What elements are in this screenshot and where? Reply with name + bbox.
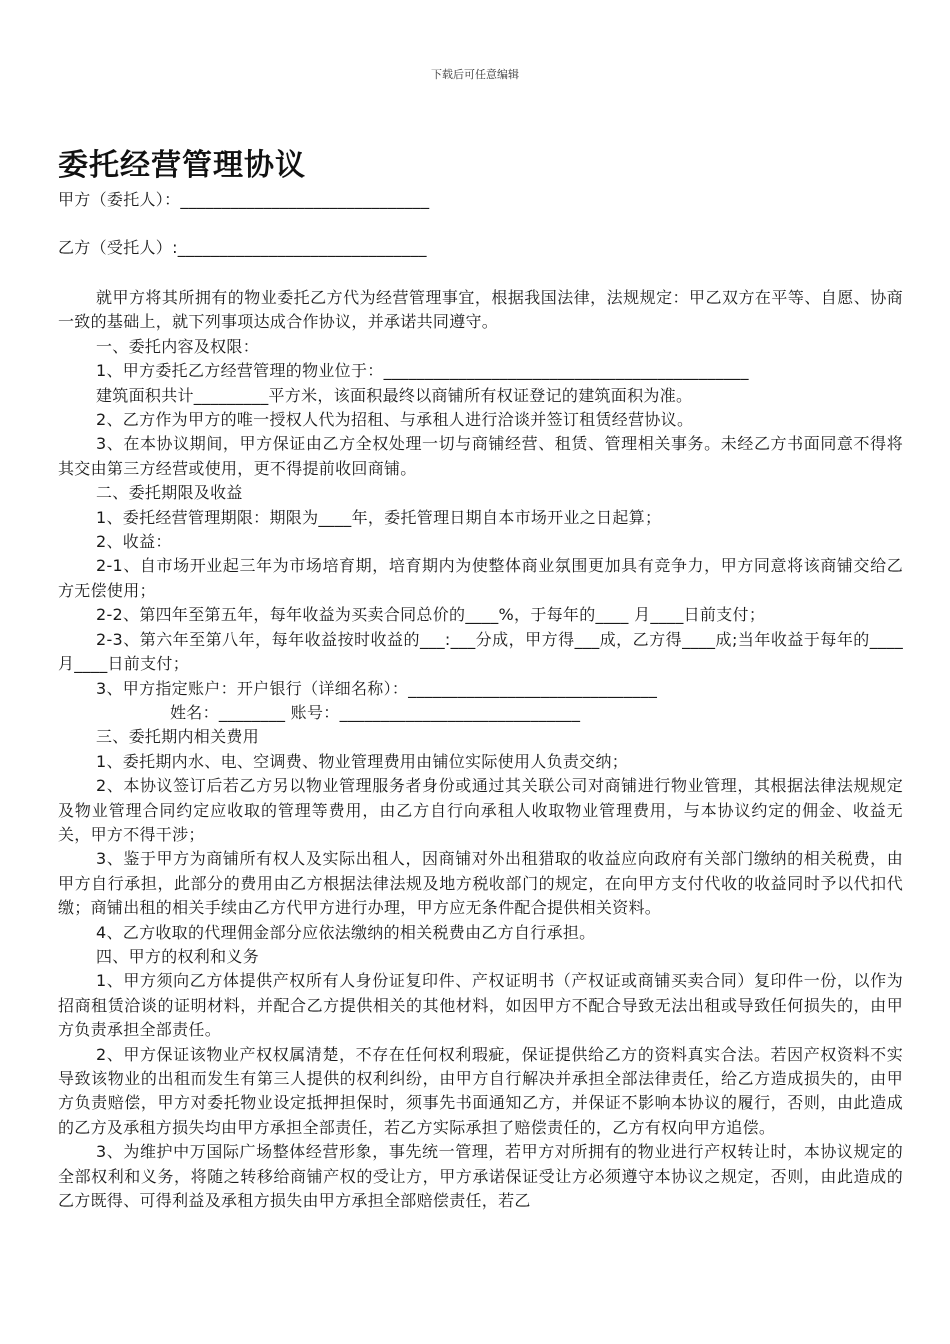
section-3-heading: 三、委托期内相关费用 [96,727,260,747]
header-note: 下载后可任意编辑 [431,68,519,81]
clause-3-4: 4、乙方收取的代理佣金部分应依法缴纳的相关税费由乙方自行承担。 [96,922,596,942]
agreement-body [58,286,903,1213]
section-4-heading: 四、甲方的权利和义务 [96,946,260,966]
clause-3-3: 3、鉴于甲方为商铺所有权人及实际出租人，因商铺对外出租猎取的收益应向政府有关部门缴纳的相关税费，由甲方自行承担，此部分的费用由乙方根据法律法规及地方税收部门的规定，在向甲方支付代收的收益同时予以代扣代缴；商铺出租的相关手续由乙方代甲方进行办理，甲方应无条件配合提供相关资料。 [58,849,903,918]
clause-2-3: 3、甲方指定账户：开户银行（详细名称）：______________________________ [96,678,658,698]
clause-2-2-2: 2-2、第四年至第五年，每年收益为买卖合同总价的____%，于每年的____ 月____日前支付； [96,605,766,625]
clause-3-1: 1、委托期内水、电、空调费、物业管理费用由铺位实际使用人负责交纳； [96,751,629,771]
clause-1-1-area: 建筑面积共计_________平方米，该面积最终以商铺所有权证登记的建筑面积为准。 [96,385,693,405]
clause-1-1: 1、甲方委托乙方经营管理的物业位于：____________________________________________ [96,361,749,381]
section-1-heading: 一、委托内容及权限： [96,336,260,356]
clause-1-2: 2、乙方作为甲方的唯一授权人代为招租、与承租人进行洽谈并签订租赁经营协议。 [96,410,694,430]
intro-paragraph: 就甲方将其所拥有的物业委托乙方代为经营管理事宜，根据我国法律，法规规定：甲乙双方在平等、自愿、协商一致的基础上，就下列事项达成合作协议，并承诺共同遵守。 [58,288,903,332]
clause-4-3: 3、为维护中万国际广场整体经营形象，事先统一管理，若甲方对所拥有的物业进行产权转让时，本协议规定的全部权利和义务，将随之转移给商铺产权的受让方，甲方承诺保证受让方必须遵守本协议之规定，否则，由此造成的乙方既得、可得利益及承租方损失由甲方承担全部赔偿责任，若乙 [58,1142,903,1211]
clause-2-2-1: 2-1、自市场开业起三年为市场培育期，培育期内为使整体商业氛围更加具有竞争力，甲方同意将该商铺交给乙方无偿使用； [58,556,903,600]
party-a-line: 甲方（委托人）：______________________________ [58,190,430,209]
clause-2-2-3: 2-3、第六年至第八年，每年收益按时收益的___:___分成，甲方得___成，乙方得____成;当年收益于每年的____ 月____日前支付； [58,629,903,674]
section-2-heading: 二、委托期限及收益 [96,483,243,503]
clause-2-1: 1、委托经营管理期限：期限为____年，委托管理日期自本市场开业之日起算； [96,507,662,527]
clause-1-3: 3、在本协议期间，甲方保证由乙方全权处理一切与商铺经营、租赁、管理相关事务。未经乙方书面同意不得将其交由第三方经营或使用，更不得提前收回商铺。 [58,434,903,478]
party-b-line: 乙方（受托人）:______________________________ [58,238,427,257]
document-title: 委托经营管理协议 [58,148,306,183]
clause-3-2: 2、本协议签订后若乙方另以物业管理服务者身份或通过其关联公司对商铺进行物业管理，其根据法律法规规定及物业管理合同约定应收取的管理等费用，由乙方自行向承租人收取物业管理费用，与本协议约定的佣金、收益无关，甲方不得干涉； [58,776,903,844]
clause-4-1: 1、甲方须向乙方体提供产权所有人身份证复印件、产权证明书（产权证或商铺买卖合同）复印件一份，以作为招商租赁洽谈的证明材料，并配合乙方提供相关的其他材料，如因甲方不配合导致无法出租或导致任何损失的，由甲方负责承担全部责任。 [58,971,903,1040]
clause-4-2: 2、甲方保证该物业产权权属清楚，不存在任何权利瑕疵，保证提供给乙方的资料真实合法。若因产权资料不实导致该物业的出租而发生有第三人提供的权利纠纷，由甲方自行解决并承担全部法律责任，给乙方造成损失的，由甲方负责赔偿，甲方对委托物业设定抵押担保时，须事先书面通知乙方，并保证不影响本协议的履行，否则，由此造成的乙方及承租方损失均由甲方承担全部责任，若乙方实际承担了赔偿责任的，乙方有权向甲方追偿。 [58,1044,903,1137]
clause-2-2: 2、收益： [96,532,172,552]
clause-2-3-name-account: 姓名：________ 账号：_____________________________ [170,702,581,722]
